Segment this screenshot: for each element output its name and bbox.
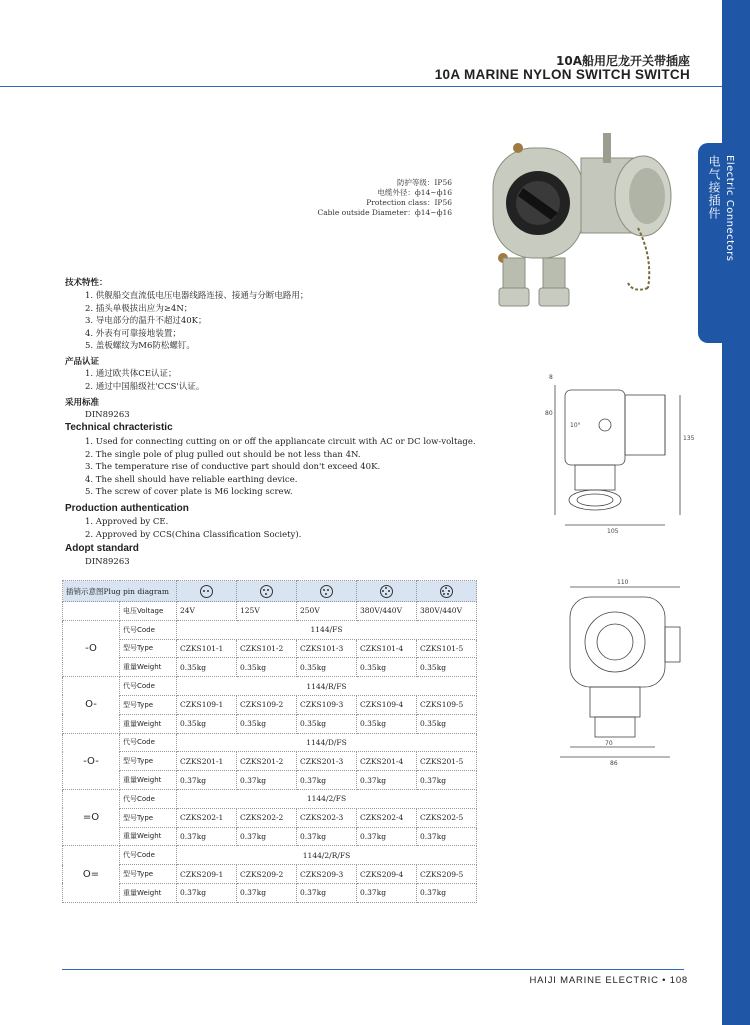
list-item: 2. 通过中国船级社'CCS'认证。 bbox=[85, 381, 205, 392]
type-cell: CZKS101-2 bbox=[237, 639, 297, 658]
type-cell: CZKS109-2 bbox=[237, 695, 297, 714]
voltage-cell: 125V bbox=[237, 602, 297, 621]
cert-zh-heading: 产品认证 bbox=[65, 357, 100, 367]
type-cell: CZKS202-1 bbox=[177, 808, 237, 827]
code-cell: 1144/R/FS bbox=[177, 677, 477, 696]
plug-pin-icon bbox=[177, 581, 237, 602]
cert-en-heading: Production authentication bbox=[65, 503, 189, 514]
row-label: 重量Weight bbox=[120, 714, 177, 733]
table-row bbox=[63, 846, 477, 865]
weight-cell: 0.37kg bbox=[237, 771, 297, 790]
row-label: 型号Type bbox=[120, 695, 177, 714]
section-tab-label-en: Electric Connectors bbox=[724, 155, 735, 262]
standard-en-value: DIN89263 bbox=[85, 557, 130, 567]
weight-cell: 0.37kg bbox=[417, 827, 477, 846]
table-row bbox=[63, 752, 477, 771]
row-label: 重量Weight bbox=[120, 771, 177, 790]
weight-cell: 0.37kg bbox=[297, 827, 357, 846]
wiring-symbol: -O bbox=[63, 620, 120, 676]
code-cell: 1144/FS bbox=[177, 620, 477, 639]
table-row bbox=[63, 658, 477, 677]
type-cell: CZKS109-3 bbox=[297, 695, 357, 714]
table-row bbox=[63, 771, 477, 790]
type-cell: CZKS202-4 bbox=[357, 808, 417, 827]
weight-cell: 0.37kg bbox=[177, 827, 237, 846]
voltage-cell: 24V bbox=[177, 602, 237, 621]
table-row bbox=[63, 827, 477, 846]
weight-cell: 0.37kg bbox=[417, 883, 477, 902]
list-item: 3. 导电部分的温升不超过40K； bbox=[85, 316, 207, 326]
table-row bbox=[63, 865, 477, 884]
row-label: 型号Type bbox=[120, 752, 177, 771]
list-item: 2. Approved by CCS(China Classification Society). bbox=[85, 529, 302, 540]
spec-block bbox=[300, 178, 452, 218]
wiring-symbol: =O bbox=[63, 789, 120, 845]
weight-cell: 0.35kg bbox=[417, 714, 477, 733]
table-row bbox=[63, 789, 477, 808]
voltage-cell: 380V/440V bbox=[357, 602, 417, 621]
weight-cell: 0.37kg bbox=[237, 883, 297, 902]
voltage-cell: 250V bbox=[297, 602, 357, 621]
row-label: 重量Weight bbox=[120, 658, 177, 677]
dim-label: 80 bbox=[545, 410, 553, 417]
features-en-list bbox=[85, 436, 476, 499]
table-row bbox=[63, 808, 477, 827]
type-cell: CZKS101-3 bbox=[297, 639, 357, 658]
plug-pin-icon bbox=[297, 581, 357, 602]
features-en-heading: Technical chracteristic bbox=[65, 422, 173, 433]
front-view-drawing bbox=[555, 577, 695, 767]
dim-label: 10° bbox=[570, 422, 581, 429]
spec-line: Cable outside Diameter：ф14~ф16 bbox=[317, 208, 452, 217]
features-zh-list bbox=[85, 290, 308, 353]
dim-label: 86 bbox=[610, 760, 618, 767]
wiring-symbol: O- bbox=[63, 677, 120, 733]
standard-zh-heading: 采用标准 bbox=[65, 398, 100, 408]
weight-cell: 0.35kg bbox=[417, 658, 477, 677]
weight-cell: 0.37kg bbox=[357, 771, 417, 790]
plug-pin-icon bbox=[237, 581, 297, 602]
row-label: 代号Code bbox=[120, 846, 177, 865]
type-cell: CZKS202-5 bbox=[417, 808, 477, 827]
type-cell: CZKS109-1 bbox=[177, 695, 237, 714]
row-label: 代号Code bbox=[120, 789, 177, 808]
plug-pin-icon bbox=[417, 581, 477, 602]
type-cell: CZKS101-1 bbox=[177, 639, 237, 658]
weight-cell: 0.37kg bbox=[297, 771, 357, 790]
table-row bbox=[63, 677, 477, 696]
type-cell: CZKS201-5 bbox=[417, 752, 477, 771]
weight-cell: 0.37kg bbox=[297, 883, 357, 902]
type-cell: CZKS101-5 bbox=[417, 639, 477, 658]
row-label: 重量Weight bbox=[120, 827, 177, 846]
row-label: 型号Type bbox=[120, 865, 177, 884]
list-item: 4. 外表有可靠接地装置； bbox=[85, 328, 181, 339]
code-cell: 1144/D/FS bbox=[177, 733, 477, 752]
type-cell: CZKS201-3 bbox=[297, 752, 357, 771]
page-title-zh: 10A船用尼龙开关带插座 bbox=[556, 54, 690, 68]
dim-label: 70 bbox=[605, 740, 613, 747]
voltage-row bbox=[63, 602, 477, 621]
weight-cell: 0.35kg bbox=[237, 714, 297, 733]
page-title-en: 10A MARINE NYLON SWITCH SWITCH bbox=[434, 67, 690, 82]
weight-cell: 0.37kg bbox=[237, 827, 297, 846]
dim-label: 110 bbox=[617, 579, 629, 586]
weight-cell: 0.35kg bbox=[237, 658, 297, 677]
weight-cell: 0.37kg bbox=[177, 883, 237, 902]
spec-line: 电缆外径：ф14~ф16 bbox=[377, 188, 452, 197]
list-item: 1. 供舰船交直流低电压电器线路连接、接通与分断电路用； bbox=[85, 291, 309, 301]
type-cell: CZKS101-4 bbox=[357, 639, 417, 658]
table-header-label: 插销示意图Plug pin diagram bbox=[63, 581, 177, 602]
dim-label: 105 bbox=[607, 528, 619, 535]
weight-cell: 0.35kg bbox=[177, 658, 237, 677]
voltage-label: 电压Voltage bbox=[120, 602, 177, 621]
weight-cell: 0.37kg bbox=[417, 771, 477, 790]
type-cell: CZKS209-2 bbox=[237, 865, 297, 884]
type-cell: CZKS201-4 bbox=[357, 752, 417, 771]
footer-divider bbox=[62, 969, 684, 970]
wiring-symbol: O= bbox=[63, 846, 120, 902]
cert-zh-list bbox=[85, 368, 204, 393]
type-cell: CZKS201-2 bbox=[237, 752, 297, 771]
type-cell: CZKS209-5 bbox=[417, 865, 477, 884]
features-zh-heading: 技术特性： bbox=[65, 278, 108, 288]
table-body bbox=[63, 620, 477, 902]
table-row bbox=[63, 620, 477, 639]
voltage-cell: 380V/440V bbox=[417, 602, 477, 621]
list-item: 2. 插头单极拔出应为≥4N； bbox=[85, 303, 193, 314]
type-cell: CZKS209-3 bbox=[297, 865, 357, 884]
type-cell: CZKS109-4 bbox=[357, 695, 417, 714]
row-label: 型号Type bbox=[120, 808, 177, 827]
code-cell: 1144/2/FS bbox=[177, 789, 477, 808]
weight-cell: 0.37kg bbox=[177, 771, 237, 790]
list-item: 1. Used for connecting cutting on or off the appliancate circuit with AC or DC low-voltage. bbox=[85, 437, 476, 447]
type-cell: CZKS209-1 bbox=[177, 865, 237, 884]
standard-zh-value: DIN89263 bbox=[85, 410, 130, 420]
table-row bbox=[63, 883, 477, 902]
table-row bbox=[63, 733, 477, 752]
product-photo bbox=[463, 118, 683, 318]
type-cell: CZKS202-3 bbox=[297, 808, 357, 827]
spec-table bbox=[62, 580, 477, 903]
row-label: 重量Weight bbox=[120, 883, 177, 902]
list-item: 5. The screw of cover plate is M6 locking screw. bbox=[85, 487, 293, 497]
row-label: 代号Code bbox=[120, 677, 177, 696]
list-item: 4. The shell should have reliable earthing device. bbox=[85, 474, 298, 485]
list-item: 1. Approved by CE. bbox=[85, 517, 169, 527]
type-cell: CZKS109-5 bbox=[417, 695, 477, 714]
standard-en-heading: Adopt standard bbox=[65, 543, 139, 554]
table-row bbox=[63, 639, 477, 658]
type-cell: CZKS202-2 bbox=[237, 808, 297, 827]
table-row bbox=[63, 695, 477, 714]
list-item: 5. 盖板螺纹为M6防松螺钉。 bbox=[85, 341, 195, 351]
weight-cell: 0.35kg bbox=[297, 658, 357, 677]
weight-cell: 0.35kg bbox=[357, 714, 417, 733]
table-row bbox=[63, 714, 477, 733]
list-item: 1. 通过欧共体CE认证； bbox=[85, 369, 177, 379]
page-footer: HAIJI MARINE ELECTRIC • 108 bbox=[529, 975, 688, 986]
spec-line: Protection class：IP56 bbox=[366, 198, 452, 207]
row-label: 代号Code bbox=[120, 620, 177, 639]
row-label: 代号Code bbox=[120, 733, 177, 752]
type-cell: CZKS201-1 bbox=[177, 752, 237, 771]
weight-cell: 0.35kg bbox=[357, 658, 417, 677]
list-item: 3. The temperature rise of conductive part should don't exceed 40K. bbox=[85, 462, 381, 472]
weight-cell: 0.37kg bbox=[357, 883, 417, 902]
row-label: 型号Type bbox=[120, 639, 177, 658]
cert-en-list bbox=[85, 516, 301, 541]
weight-cell: 0.35kg bbox=[177, 714, 237, 733]
header-divider bbox=[0, 86, 722, 87]
spec-line: 防护等级：IP56 bbox=[396, 178, 452, 187]
section-tab-label-zh: 电气接插件 bbox=[707, 155, 721, 220]
table-header-row bbox=[63, 581, 477, 602]
dim-label: 8 bbox=[549, 374, 553, 381]
plug-pin-icon bbox=[357, 581, 417, 602]
list-item: 2. The single pole of plug pulled out should be not less than 4N. bbox=[85, 449, 361, 460]
side-view-drawing bbox=[535, 365, 695, 545]
section-tab[interactable] bbox=[698, 143, 750, 343]
weight-cell: 0.37kg bbox=[357, 827, 417, 846]
type-cell: CZKS209-4 bbox=[357, 865, 417, 884]
code-cell: 1144/2/R/FS bbox=[177, 846, 477, 865]
dim-label: 135 bbox=[683, 435, 695, 442]
weight-cell: 0.35kg bbox=[297, 714, 357, 733]
wiring-symbol: -O- bbox=[63, 733, 120, 789]
